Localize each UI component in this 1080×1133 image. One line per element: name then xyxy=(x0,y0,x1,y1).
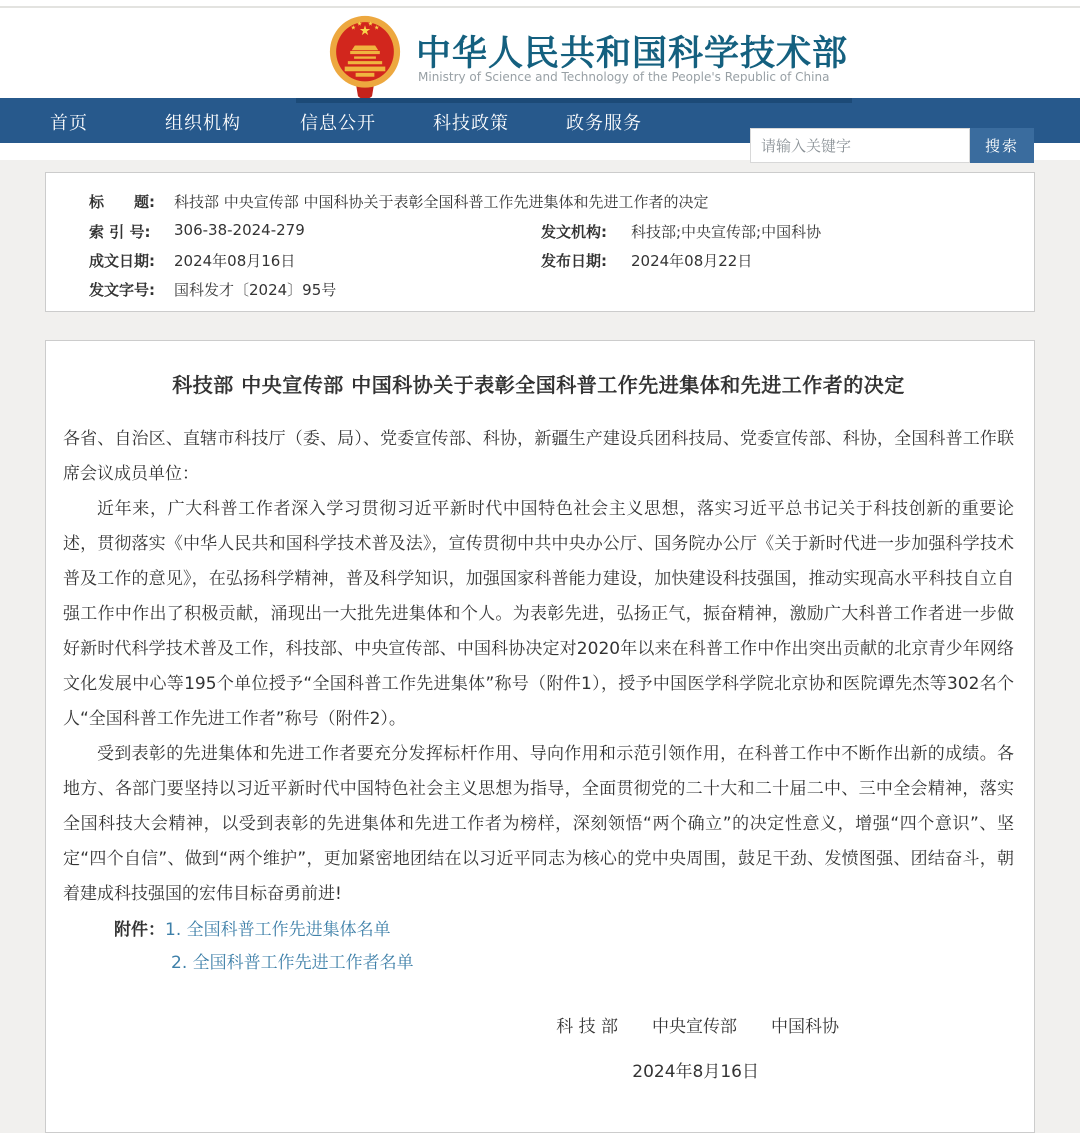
meta-title-label: 标 题: xyxy=(89,193,155,211)
navbar-shadow-strip xyxy=(296,98,852,103)
nav-item-home[interactable]: 首页 xyxy=(50,113,88,134)
signature-agencies: 科 技 部 中央宣传部 中国科协 xyxy=(556,1017,839,1037)
attachments-label: 附件： xyxy=(114,920,165,940)
meta-doc-number-value: 国科发才〔2024〕95号 xyxy=(174,281,337,299)
attachment-link-collectives[interactable]: 1. 全国科普工作先进集体名单 xyxy=(165,920,391,940)
site-subtitle: Ministry of Science and Technology of the People's Republic of China xyxy=(418,70,830,84)
nav-item-policy[interactable]: 科技政策 xyxy=(433,113,509,134)
meta-written-date-label: 成文日期: xyxy=(89,252,155,270)
meta-publish-date-value: 2024年08月22日 xyxy=(631,252,753,270)
document-paragraph: 近年来，广大科普工作者深入学习贯彻习近平新时代中国特色社会主义思想，落实习近平总书记关于科技创新的重要论述，贯彻落实《中华人民共和国科学技术普及法》，宣传贯彻中共中央办公厅、国务院办公厅《关于新时代进一步加强科学技术普及工作的意见》，在弘扬科学精神，普及科学知识，加强国家科普能力建设，加快建设科技强国，推动实现高水平科技自立自强工作中作出了积极贡献，涌现出一大批先进集体和个人。为表彰先进，弘扬正气，振奋精神，激励广大科普工作者进一步做好新时代科学技术普及工作，科技部、中央宣传部、中国科协决定对2020年以来在科普工作中作出突出贡献的北京青少年网络文化发展中心等195个单位授予“全国科普工作先进集体”称号（附件1），授予中国医学科学院北京协和医院谭先杰等302名个人“全国科普工作先进工作者”称号（附件2）。 xyxy=(63,499,1014,729)
meta-index-label: 索 引 号: xyxy=(89,223,151,241)
meta-title-value: 科技部 中央宣传部 中国科协关于表彰全国科普工作先进集体和先进工作者的决定 xyxy=(174,193,709,211)
meta-issuer-value: 科技部;中央宣传部;中国科协 xyxy=(631,223,822,241)
document-paragraph: 受到表彰的先进集体和先进工作者要充分发挥标杆作用、导向作用和示范引领作用，在科普工作中不断作出新的成绩。各地方、各部门要坚持以习近平新时代中国特色社会主义思想为指导，全面贯彻党的二十大和二十届二中、三中全会精神，落实全国科技大会精神，以受到表彰的先进集体和先进工作者为榜样，深刻领悟“两个确立”的决定性意义，增强“四个意识”、坚定“四个自信”、做到“两个维护”，更加紧密地团结在以习近平同志为核心的党中央周围，鼓足干劲、发愤图强、团结奋斗，朝着建成科技强国的宏伟目标奋勇前进! xyxy=(63,744,1014,904)
meta-doc-number-label: 发文字号: xyxy=(89,281,155,299)
site-title: 中华人民共和国科学技术部 xyxy=(416,34,849,74)
meta-written-date-value: 2024年08月16日 xyxy=(174,252,296,270)
attachments-block xyxy=(63,914,1014,980)
signature-date: 2024年8月16日 xyxy=(632,1062,759,1082)
document-salutation: 各省、自治区、直辖市科技厅（委、局）、党委宣传部、科协，新疆生产建设兵团科技局、党委宣传部、科协，全国科普工作联席会议成员单位： xyxy=(63,429,1014,484)
meta-publish-date-label: 发布日期: xyxy=(541,252,607,270)
search-button[interactable]: 搜索 xyxy=(970,128,1034,163)
document-meta-panel xyxy=(45,172,1035,312)
meta-index-value: 306-38-2024-279 xyxy=(174,221,305,239)
document-title: 科技部 中央宣传部 中国科协关于表彰全国科普工作先进集体和先进工作者的决定 xyxy=(172,373,905,397)
meta-issuer-label: 发文机构: xyxy=(541,223,607,241)
attachment-link-workers[interactable]: 2. 全国科普工作先进工作者名单 xyxy=(171,953,414,973)
site-header xyxy=(0,8,1080,98)
nav-item-organization[interactable]: 组织机构 xyxy=(165,113,241,134)
document-content-panel xyxy=(45,340,1035,1133)
search-input[interactable] xyxy=(750,128,970,163)
national-emblem-icon xyxy=(326,14,404,102)
nav-item-information[interactable]: 信息公开 xyxy=(300,113,376,134)
nav-item-services[interactable]: 政务服务 xyxy=(566,113,642,134)
